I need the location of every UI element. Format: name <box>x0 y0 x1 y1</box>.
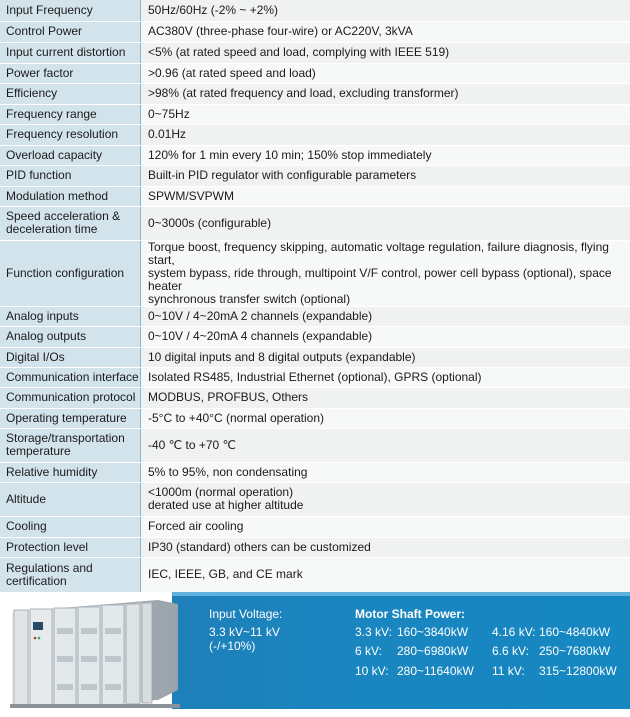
motor-power-entry <box>492 644 610 658</box>
spec-value: IP30 (standard) others can be customized <box>141 537 630 557</box>
spec-value: Forced air cooling <box>141 516 630 537</box>
motor-power-range: 315~12800kW <box>539 664 617 678</box>
spec-value: AC380V (three-phase four-wire) or AC220V, 3kVA <box>141 21 630 42</box>
spec-param: Cooling <box>0 516 141 537</box>
input-voltage-value: 3.3 kV~11 kV (-/+10%) <box>209 625 280 653</box>
motor-power-entry <box>355 625 468 639</box>
spec-param: Input Frequency <box>0 0 141 21</box>
motor-power-voltage: 6.6 kV: <box>492 644 529 658</box>
spec-value: >98% (at rated frequency and load, excluding transformer) <box>141 83 630 104</box>
spec-param: Overload capacity <box>0 145 141 165</box>
spec-row <box>0 537 630 557</box>
spec-value: 0~3000s (configurable) <box>141 206 630 240</box>
spec-value: SPWM/SVPWM <box>141 186 630 206</box>
spec-row <box>0 42 630 63</box>
motor-power-voltage: 11 kV: <box>492 664 525 678</box>
motor-power-range: 160~4840kW <box>539 625 611 639</box>
spec-row <box>0 367 630 387</box>
motor-power-range: 160~3840kW <box>397 625 469 639</box>
motor-power-range: 250~7680kW <box>539 644 611 658</box>
spec-param: Modulation method <box>0 186 141 206</box>
motor-power-entry <box>492 625 610 639</box>
spec-value: 5% to 95%, non condensating <box>141 462 630 482</box>
spec-param: Protection level <box>0 537 141 557</box>
spec-row <box>0 206 630 240</box>
spec-value: Built-in PID regulator with configurable parameters <box>141 165 630 186</box>
spec-row <box>0 145 630 165</box>
spec-param: Analog outputs <box>0 326 141 347</box>
spec-value: 50Hz/60Hz (-2% ~ +2%) <box>141 0 630 21</box>
spec-value: Isolated RS485, Industrial Ethernet (optional), GPRS (optional) <box>141 367 630 387</box>
spec-param: Storage/transportation temperature <box>0 428 141 462</box>
motor-power-title: Motor Shaft Power: <box>355 607 465 621</box>
spec-param: Communication interface <box>0 367 141 387</box>
spec-value: 120% for 1 min every 10 min; 150% stop immediately <box>141 145 630 165</box>
spec-param: Frequency resolution <box>0 124 141 145</box>
spec-param: Frequency range <box>0 104 141 124</box>
input-voltage-title: Input Voltage: <box>209 607 283 621</box>
spec-row <box>0 306 630 326</box>
spec-row <box>0 462 630 482</box>
spec-value: -5°C to +40°C (normal operation) <box>141 408 630 428</box>
spec-value: -40 ℃ to +70 ℃ <box>141 428 630 462</box>
spec-param: Speed acceleration & deceleration time <box>0 206 141 240</box>
spec-row <box>0 165 630 186</box>
spec-row <box>0 104 630 124</box>
motor-power-range: 280~6980kW <box>397 644 469 658</box>
spec-row <box>0 83 630 104</box>
spec-param: Analog inputs <box>0 306 141 326</box>
spec-row <box>0 63 630 83</box>
spec-value: <1000m (normal operation) derated use at higher altitude <box>141 482 630 516</box>
vfd-cabinet-icon <box>2 598 182 710</box>
spec-param: Efficiency <box>0 83 141 104</box>
spec-param: Input current distortion <box>0 42 141 63</box>
motor-power-voltage: 3.3 kV: <box>355 625 392 639</box>
motor-power-voltage: 6 kV: <box>355 644 382 658</box>
spec-param: Control Power <box>0 21 141 42</box>
spec-param: Relative humidity <box>0 462 141 482</box>
spec-param: Regulations and certification <box>0 557 141 592</box>
spec-value: <5% (at rated speed and load, complying with IEEE 519) <box>141 42 630 63</box>
spec-param: Altitude <box>0 482 141 516</box>
spec-value: >0.96 (at rated speed and load) <box>141 63 630 83</box>
spec-value: 0~75Hz <box>141 104 630 124</box>
spec-value: IEC, IEEE, GB, and CE mark <box>141 557 630 592</box>
spec-param: Communication protocol <box>0 387 141 408</box>
spec-row <box>0 516 630 537</box>
spec-row <box>0 557 630 592</box>
motor-power-entry <box>355 664 474 678</box>
motor-power-range: 280~11640kW <box>397 664 474 678</box>
spec-param: Function configuration <box>0 240 141 306</box>
spec-row <box>0 21 630 42</box>
spec-row <box>0 387 630 408</box>
spec-row <box>0 0 630 21</box>
spec-row <box>0 124 630 145</box>
motor-power-voltage: 4.16 kV: <box>492 625 536 639</box>
spec-row <box>0 408 630 428</box>
spec-row <box>0 428 630 462</box>
spec-row <box>0 326 630 347</box>
spec-row <box>0 347 630 367</box>
spec-value: 0.01Hz <box>141 124 630 145</box>
motor-power-entry <box>355 644 468 658</box>
spec-value: Torque boost, frequency skipping, automatic voltage regulation, failure diagnosis, flying start, system bypass, ride through, multipoint V/F control, power cell bypass (optional), space heater synchronous transfer switch (optional) <box>141 240 630 306</box>
spec-row <box>0 240 630 306</box>
spec-param: Power factor <box>0 63 141 83</box>
motor-power-voltage: 10 kV: <box>355 664 389 678</box>
spec-param: Digital I/Os <box>0 347 141 367</box>
spec-value: MODBUS, PROFBUS, Others <box>141 387 630 408</box>
spec-row <box>0 186 630 206</box>
spec-value: 0~10V / 4~20mA 4 channels (expandable) <box>141 326 630 347</box>
motor-power-entry <box>492 664 617 678</box>
spec-param: Operating temperature <box>0 408 141 428</box>
spec-param: PID function <box>0 165 141 186</box>
spec-value: 0~10V / 4~20mA 2 channels (expandable) <box>141 306 630 326</box>
spec-row <box>0 482 630 516</box>
spec-value: 10 digital inputs and 8 digital outputs (expandable) <box>141 347 630 367</box>
